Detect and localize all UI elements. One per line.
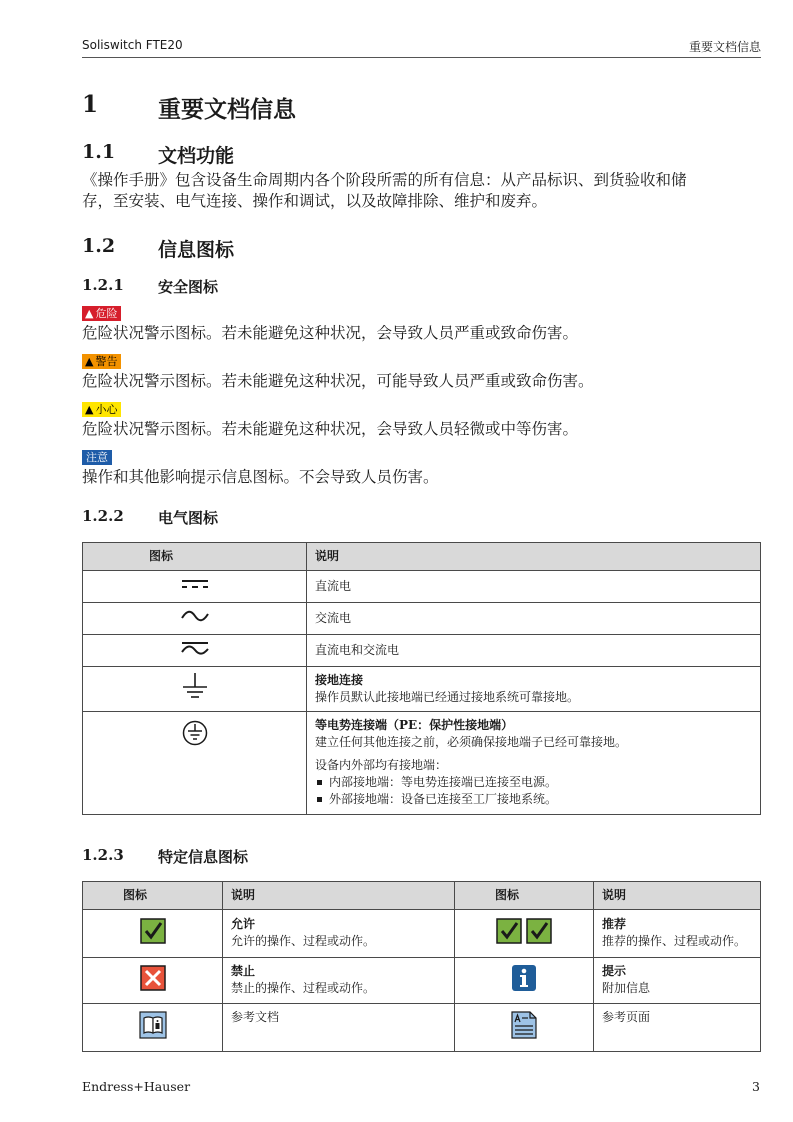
table-row	[83, 667, 761, 712]
ac-dc-icon	[181, 640, 209, 656]
bullet-list	[315, 774, 752, 808]
table-cell-description: 推荐 推荐的操作、过程或动作。	[594, 910, 761, 958]
alternating-current-icon	[181, 609, 209, 623]
electrical-symbols-table	[82, 542, 761, 815]
subsection-title: 信息图标	[158, 239, 235, 261]
table-cell-description: 直流电	[307, 571, 761, 603]
table-cell-description: 禁止 禁止的操作、过程或动作。	[223, 958, 455, 1004]
notice-description: 操作和其他影响提示信息图标。不会导致人员伤害。	[82, 468, 439, 486]
table-cell-description: 参考页面	[594, 1004, 761, 1052]
table-cell-description: 提示 附加信息	[594, 958, 761, 1004]
subsection-title: 文档功能	[158, 145, 235, 167]
table-row	[83, 603, 761, 635]
specific-information-symbols-table	[82, 881, 761, 1052]
preferred-double-check-icon	[496, 918, 552, 944]
subsubsection-number: 1.2.1	[82, 276, 124, 294]
subsubsection-title: 电气图标	[158, 509, 219, 527]
page-number: 3	[752, 1079, 760, 1094]
danger-signal-word: ▲ 危险	[82, 306, 121, 321]
warning-triangle-icon: ▲	[85, 307, 94, 320]
table-cell-description: 等电势连接端（PE：保护性接地端） 建立任何其他连接之前，必须确保接地端子已经可靠接地。 设备内外部均有接地端： 内部接地端：等电势连接端已连接至电源。 外部接地端：设备已连接至工厂接地系统。	[307, 712, 761, 815]
header-chapter-title: 重要文档信息	[688, 40, 761, 54]
notice-signal-word: 注意	[82, 450, 112, 465]
table-header-row	[83, 882, 761, 910]
document-function-paragraph: 《操作手册》包含设备生命周期内各个阶段所需的所有信息：从产品标识、到货验收和储 存，至安装、电气连接、操作和调试，以及故障排除、维护和废弃。	[82, 171, 687, 210]
section-number: 1	[82, 91, 99, 118]
subsubsection-title: 特定信息图标	[158, 848, 249, 866]
table-cell-icon	[455, 1004, 594, 1052]
table-cell-icon	[83, 571, 307, 603]
info-tip-icon	[511, 964, 537, 992]
table-cell-icon	[83, 1004, 223, 1052]
section-title: 重要文档信息	[158, 96, 296, 123]
list-item: 内部接地端：等电势连接端已连接至电源。	[315, 774, 752, 791]
header-product-name: Soliswitch FTE20	[82, 38, 183, 52]
danger-description: 危险状况警示图标。若未能避免这种状况，会导致人员严重或致命伤害。	[82, 324, 579, 342]
protective-earth-icon	[182, 720, 208, 746]
subsubsection-number: 1.2.2	[82, 507, 124, 525]
table-row	[83, 1004, 761, 1052]
table-row	[83, 712, 761, 815]
warning-triangle-icon: ▲	[85, 403, 94, 416]
table-cell-description: 允许 允许的操作、过程或动作。	[223, 910, 455, 958]
caution-signal-word: ▲ 小心	[82, 402, 121, 417]
warning-description: 危险状况警示图标。若未能避免这种状况，可能导致人员严重或致命伤害。	[82, 372, 594, 390]
footer-company: Endress+Hauser	[82, 1079, 191, 1094]
table-row	[83, 571, 761, 603]
header-rule	[82, 57, 761, 58]
caution-description: 危险状况警示图标。若未能避免这种状况，会导致人员轻微或中等伤害。	[82, 420, 579, 438]
table-cell-description: 接地连接 操作员默认此接地端已经通过接地系统可靠接地。	[307, 667, 761, 712]
table-cell-icon	[455, 910, 594, 958]
table-cell-icon	[83, 635, 307, 667]
table-header-row	[83, 543, 761, 571]
table-row	[83, 635, 761, 667]
warning-triangle-icon: ▲	[85, 355, 94, 368]
table-row	[83, 910, 761, 958]
subsubsection-title: 安全图标	[158, 278, 219, 296]
table-cell-icon	[83, 958, 223, 1004]
column-header-description: 说明	[307, 543, 761, 571]
reference-page-icon	[510, 1010, 538, 1040]
forbidden-cross-icon	[140, 965, 166, 991]
table-cell-description: 交流电	[307, 603, 761, 635]
table-cell-icon	[83, 667, 307, 712]
table-row	[83, 958, 761, 1004]
table-cell-icon	[83, 712, 307, 815]
column-header-icon: 图标	[83, 882, 223, 910]
warning-signal-word: ▲ 警告	[82, 354, 121, 369]
list-item: 外部接地端：设备已连接至工厂接地系统。	[315, 791, 752, 808]
permitted-check-icon	[140, 918, 166, 944]
direct-current-icon	[181, 577, 209, 591]
column-header-icon: 图标	[455, 882, 594, 910]
reference-document-icon	[139, 1011, 167, 1039]
column-header-icon: 图标	[83, 543, 307, 571]
subsection-number: 1.1	[82, 141, 116, 163]
column-header-description: 说明	[594, 882, 761, 910]
table-cell-description: 直流电和交流电	[307, 635, 761, 667]
subsection-number: 1.2	[82, 235, 116, 257]
table-cell-icon	[83, 603, 307, 635]
table-cell-icon	[455, 958, 594, 1004]
table-cell-description: 参考文档	[223, 1004, 455, 1052]
table-cell-icon	[83, 910, 223, 958]
subsubsection-number: 1.2.3	[82, 846, 124, 864]
ground-icon	[181, 672, 209, 702]
column-header-description: 说明	[223, 882, 455, 910]
